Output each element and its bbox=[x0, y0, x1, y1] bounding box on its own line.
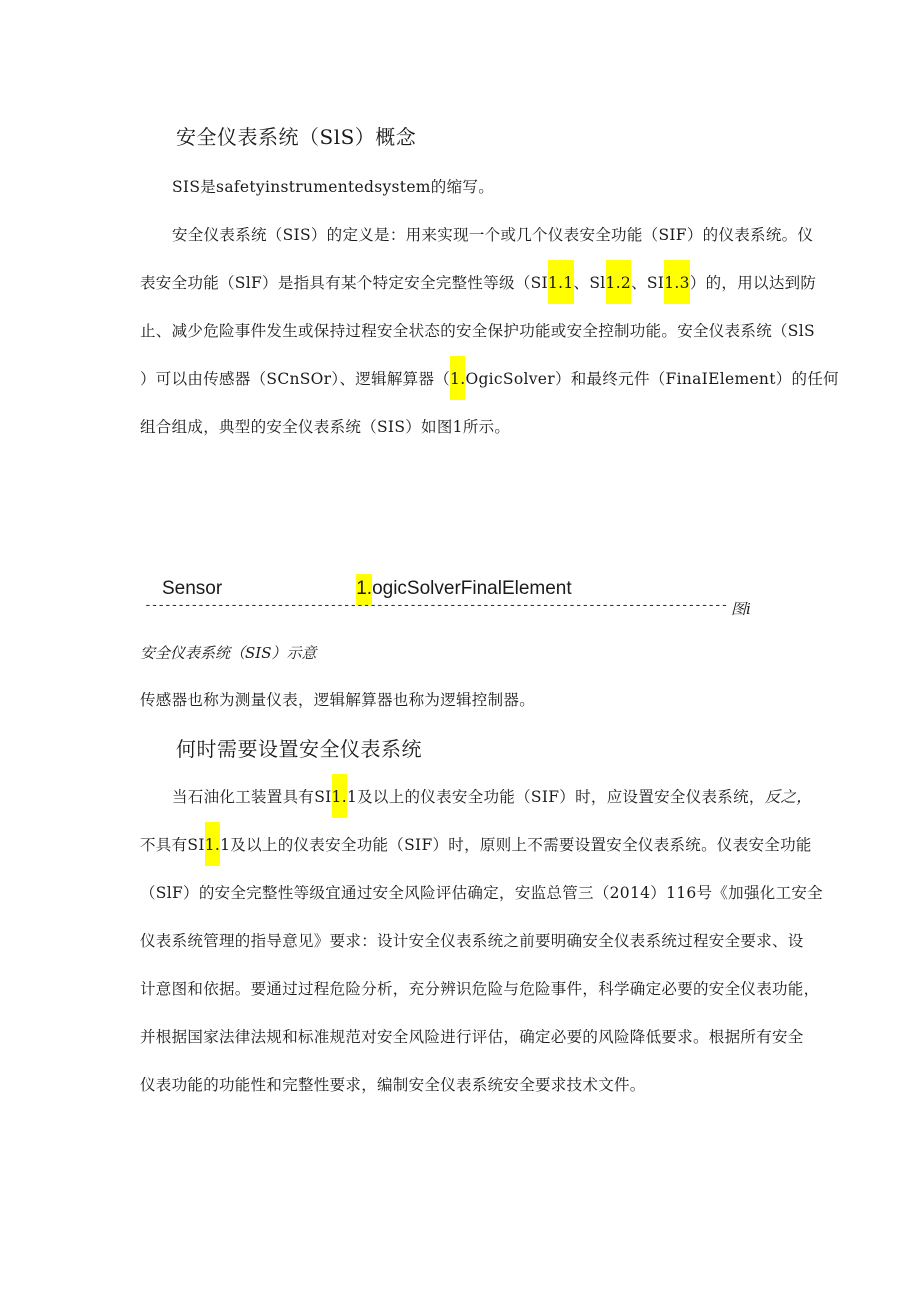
text-span: 1及以上的仪表安全功能（SIF）时，应设置安全仪表系统， bbox=[346, 788, 765, 806]
highlight-logic-diagram: 1. bbox=[356, 574, 372, 605]
figure-dashed-line: ---------------------------------------------------------------------------------------- bbox=[144, 598, 728, 613]
highlight-sil2: 1.2 bbox=[606, 260, 632, 304]
text-span: 表安全功能（SlF）是指具有某个特定安全完整性等级（SI bbox=[140, 274, 548, 292]
section-title-sis-concept: 安全仪表系统（SlS）概念 bbox=[176, 125, 417, 149]
para2-line4: 仪表系统管理的指导意见》要求：设计安全仪表系统之前要明确安全仪表系统过程安全要求、设 bbox=[140, 932, 804, 950]
figure-labels bbox=[162, 578, 572, 600]
highlight-sil1: 1.1 bbox=[548, 260, 574, 304]
para2-line7: 仪表功能的功能性和完整性要求，编制安全仪表系统安全要求技术文件。 bbox=[140, 1076, 646, 1094]
para2-line5: 计意图和依据。要通过过程危险分析，充分辨识危险与危险事件，科学确定必要的安全仪表功能， bbox=[140, 980, 820, 998]
highlight-sil3: 1.3 bbox=[664, 260, 690, 304]
section-title-when-needed: 何时需要设置安全仪表系统 bbox=[176, 737, 422, 761]
figure-caption: 安全仪表系统（SIS）示意 bbox=[140, 644, 317, 662]
logic-final-label: ogicSolverFinalElement bbox=[372, 578, 572, 599]
sensor-label: Sensor bbox=[162, 578, 223, 599]
para2-line2 bbox=[140, 833, 812, 855]
text-span: 当石油化工装置具有SI bbox=[172, 788, 332, 806]
highlight-sil-b: 1. bbox=[205, 822, 220, 866]
para1-line1: 安全仪表系统（SIS）的定义是：用来实现一个或几个仪表安全功能（SIF）的仪表系统。仪 bbox=[172, 226, 814, 244]
text-span: 、Sl bbox=[573, 274, 606, 292]
note-line: 传感器也称为测量仪表，逻辑解算器也称为逻辑控制器。 bbox=[140, 691, 536, 709]
para2-line3: （SlF）的安全完整性等级宜通过安全风险评估确定，安监总管三（2014）116号《加强化工安全 bbox=[140, 884, 823, 902]
para2-line1 bbox=[172, 785, 812, 807]
text-span: 不具有SI bbox=[140, 836, 205, 854]
highlight-logic: 1. bbox=[450, 356, 465, 400]
abbr-line: SIS是safetyinstrumentedsystem的缩写。 bbox=[172, 178, 495, 196]
text-span: ）的，用以达到防 bbox=[689, 274, 817, 292]
figure-number-fragment: 图i bbox=[731, 600, 751, 618]
text-span: OgicSolver）和最终元件（FinaIElement）的任何 bbox=[465, 370, 839, 388]
highlight-sil-a: 1. bbox=[332, 774, 347, 818]
para1-line3: 止、减少危险事件发生或保持过程安全状态的安全保护功能或安全控制功能。安全仪表系统（SlS bbox=[140, 322, 815, 340]
para1-line2 bbox=[140, 271, 816, 293]
para1-line5: 组合组成，典型的安全仪表系统（SIS）如图1所示。 bbox=[140, 418, 511, 436]
text-span: 、SI bbox=[631, 274, 665, 292]
text-span: 1及以上的仪表安全功能（SIF）时，原则上不需要设置安全仪表系统。仪表安全功能 bbox=[220, 836, 812, 854]
text-span-italic: 反之， bbox=[764, 788, 813, 806]
para2-line6: 并根据国家法律法规和标准规范对安全风险进行评估，确定必要的风险降低要求。根据所有安全 bbox=[140, 1028, 804, 1046]
text-span: ）可以由传感器（SCnSOr）、逻辑解算器（ bbox=[140, 370, 451, 388]
para1-line4 bbox=[140, 367, 839, 389]
